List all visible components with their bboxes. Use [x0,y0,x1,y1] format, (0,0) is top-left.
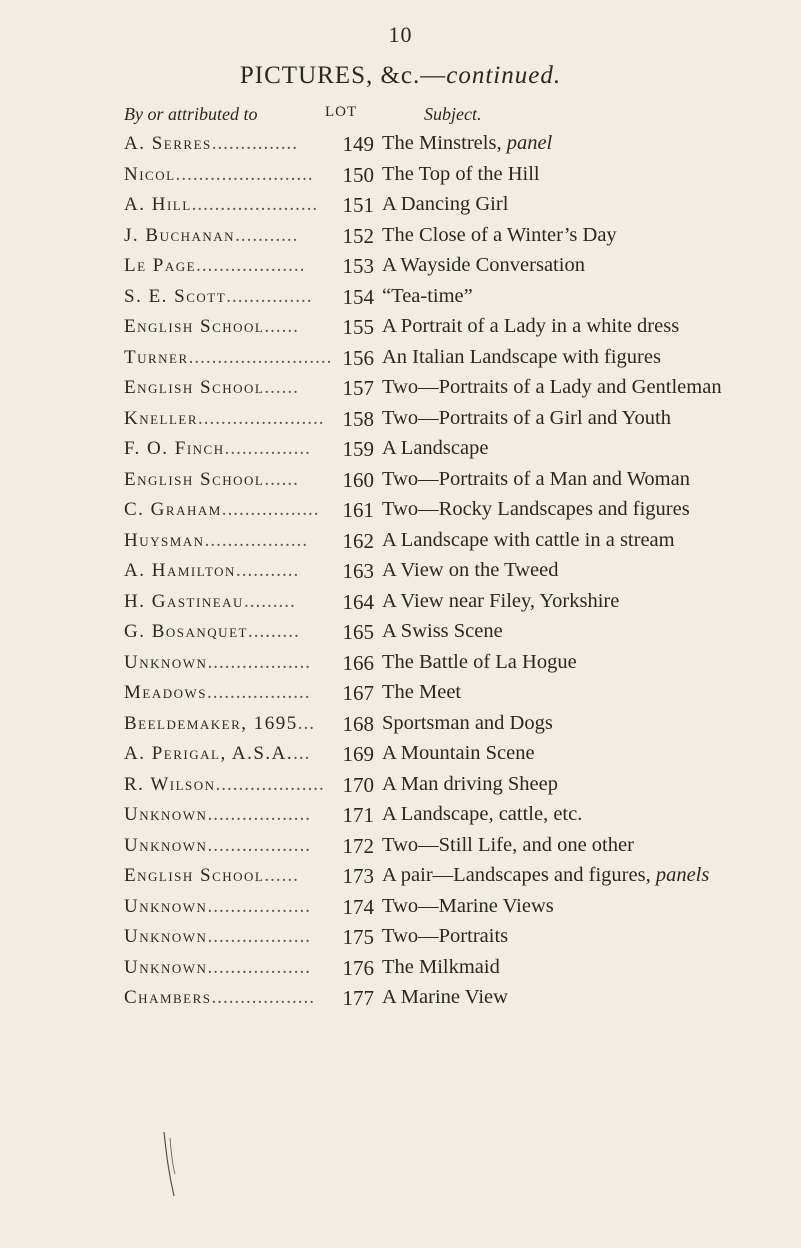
artist-name [124,438,369,460]
subject-label: Sportsman and Dogs [382,711,553,734]
subject-text [382,620,797,643]
artist-label: English School [124,865,265,886]
lot-number: 171 [338,803,374,828]
artist-name [124,926,369,948]
artist-label: A. Hamilton [124,560,236,581]
artist-label: Huysman [124,529,205,551]
subject-text [382,590,797,613]
subject-label: An Italian Landscape with figures [382,345,661,368]
artist-name [124,286,369,308]
leader-dots: ........... [235,224,299,246]
leader-dots: ............... [224,438,311,459]
artist-label: F. O. Finch [124,438,225,459]
leader-dots: .................. [207,804,311,825]
subject-text [382,468,797,491]
subject-text [382,163,797,186]
page-number: 10 [388,22,413,47]
catalogue-row [0,619,801,650]
leader-dots: ...... [264,865,299,886]
subject-label: A Landscape [382,437,489,459]
subject-text [382,834,797,857]
lot-number: 157 [338,376,374,401]
artist-label: Meadows [124,682,207,703]
leader-dots: .................. [207,895,311,917]
artist-name [124,255,369,277]
subject-text [382,498,797,521]
subject-label: Two—Portraits of a Lady and Gentleman [382,376,722,398]
subject-text [382,712,797,735]
heading-title: PICTURES, &c.— [239,62,447,89]
leader-dots: ......................... [188,346,333,368]
artist-label: Chambers [124,987,212,1008]
leader-dots: ...................... [191,194,319,215]
catalogue-row [0,833,801,864]
artist-label: A. Serres [124,133,212,154]
artist-name [124,408,369,430]
artist-label: C. Graham [124,499,222,520]
subject-label: Two—Rocky Landscapes and figures [382,498,690,520]
subject-text [382,742,797,765]
subject-label: A Dancing Girl [382,193,509,215]
subject-text [382,224,797,247]
lot-number: 163 [338,559,374,584]
subject-text [382,132,797,155]
subject-label: The Top of the Hill [382,162,540,185]
artist-name [124,225,369,247]
subject-label: A Portrait of a Lady in a white dress [382,315,680,337]
subject-text [382,254,797,277]
lot-number: 149 [338,132,374,157]
artist-label: Turner [124,346,189,368]
subject-text [382,376,797,399]
artist-label: English School [124,377,265,398]
lot-number: 168 [338,712,374,737]
lot-number: 152 [338,224,374,249]
leader-dots: ... [293,743,311,764]
subject-label: Two—Portraits of a Girl and Youth [382,406,671,429]
artist-name [124,987,369,1009]
subject-text [382,559,797,582]
lot-number: 150 [338,163,374,188]
lot-number: 159 [338,437,374,462]
artist-label: Beeldemaker, 1695 [124,712,298,734]
artist-name [124,591,369,613]
artist-name [124,865,369,887]
artist-label: A. Perigal, A.S.A. [124,743,294,764]
leader-dots: ................... [215,773,325,795]
lot-number: 167 [338,681,374,706]
artist-label: Le Page [124,255,197,276]
subject-text [382,285,797,308]
subject-label: A Marine View [382,986,508,1008]
leader-dots: .................. [207,926,311,947]
subject-text [382,407,797,430]
artist-name [124,194,369,216]
subject-text [382,529,797,552]
subject-text [382,346,797,369]
catalogue-row [0,223,801,254]
lot-number: 153 [338,254,374,279]
leader-dots: .................. [207,834,311,856]
subject-text [382,681,797,704]
subject-text [382,437,797,460]
lot-number: 165 [338,620,374,645]
artist-name [124,682,369,704]
catalogue-row [0,375,801,406]
lot-number: 166 [338,651,374,676]
leader-dots: ................. [221,499,320,520]
catalogue-row [0,284,801,315]
catalogue-list [0,131,801,1016]
lot-number: 175 [338,925,374,950]
catalogue-row [0,467,801,498]
artist-name [124,347,369,369]
leader-dots: ......... [247,621,300,642]
artist-name [124,896,369,918]
lot-number: 162 [338,529,374,554]
catalogue-row [0,802,801,833]
catalogue-row [0,253,801,284]
leader-dots: ...... [264,468,299,490]
artist-label: Unknown [124,804,208,825]
leader-dots: ...... [264,377,299,398]
subject-label: “Tea-time” [382,284,473,307]
artist-label: Unknown [124,926,208,947]
subject-text [382,315,797,338]
artist-name [124,530,369,552]
catalogue-row [0,680,801,711]
subject-text [382,193,797,216]
column-header-subject: Subject. [424,104,482,124]
leader-dots: .................. [207,651,311,673]
subject-label: A Swiss Scene [382,620,503,642]
lot-number: 176 [338,956,374,981]
artist-name [124,377,369,399]
subject-label: A Mountain Scene [382,742,535,764]
leader-dots: ........... [235,560,300,581]
subject-label: A Man driving Sheep [382,772,558,795]
leader-dots: ............... [226,285,313,307]
artist-name [124,499,369,521]
catalogue-row [0,131,801,162]
leader-dots: ................... [196,255,306,276]
catalogue-row [0,894,801,925]
catalogue-row [0,711,801,742]
lot-number: 169 [338,742,374,767]
lot-number: 173 [338,864,374,889]
leader-dots: .................. [207,682,311,703]
subject-label: A Wayside Conversation [382,254,585,276]
lot-number: 177 [338,986,374,1011]
column-header-artist: By or attributed to [124,104,258,124]
lot-number: 155 [338,315,374,340]
catalogue-row [0,528,801,559]
subject-text [382,864,797,887]
artist-name [124,316,369,338]
leader-dots: .................. [211,987,316,1008]
subject-note: panels [655,864,710,886]
artist-label: Nicol [124,163,176,185]
artist-label: S. E. Scott [124,285,227,307]
subject-label: Two—Portraits of a Man and Woman [382,467,690,490]
subject-text [382,986,797,1009]
artist-label: H. Gastineau [124,590,244,612]
catalogue-row [0,924,801,955]
artist-label: A. Hill [124,194,192,215]
artist-name [124,804,369,826]
artist-label: R. Wilson [124,773,216,795]
subject-label: The Meet [382,681,462,703]
lot-number: 170 [338,773,374,798]
catalogue-row [0,985,801,1016]
catalogue-row [0,192,801,223]
lot-number: 164 [338,590,374,615]
subject-label: A View near Filey, Yorkshire [382,589,620,612]
artist-label: Unknown [124,956,208,978]
subject-label: Two—Portraits [382,925,509,947]
subject-label: Two—Marine Views [382,894,554,917]
subject-text [382,651,797,674]
artist-name [124,652,369,674]
subject-text [382,895,797,918]
leader-dots: ......... [243,590,296,612]
catalogue-row [0,497,801,528]
subject-label: The Minstrels, [382,132,507,154]
artist-name [124,743,369,765]
subject-label: Two—Still Life, and one other [382,833,634,856]
artist-name [124,469,369,491]
catalogue-row [0,772,801,803]
catalogue-row [0,406,801,437]
artist-label: Kneller [124,407,199,429]
artist-name [124,835,369,857]
catalogue-row [0,558,801,589]
lot-number: 161 [338,498,374,523]
catalogue-row [0,741,801,772]
catalogue-row [0,162,801,193]
lot-number: 156 [338,346,374,371]
artist-label: English School [124,316,265,337]
lot-number: 151 [338,193,374,218]
subject-label: The Milkmaid [382,955,500,978]
catalogue-row [0,436,801,467]
artist-label: English School [124,468,265,490]
pencil-mark-icon [160,1130,180,1200]
subject-label: A Landscape with cattle in a stream [382,528,675,551]
artist-label: J. Buchanan [124,224,236,246]
catalogue-row [0,314,801,345]
subject-text [382,773,797,796]
column-header-lot: LOT [325,104,358,120]
subject-label: A View on the Tweed [382,559,559,581]
lot-number: 160 [338,468,374,493]
artist-name [124,621,369,643]
subject-note: panel [506,132,553,154]
subject-label: The Close of a Winter’s Day [382,223,617,246]
artist-name [124,713,369,735]
subject-label: The Battle of La Hogue [382,650,577,673]
artist-label: Unknown [124,895,208,917]
subject-label: A pair—Landscapes and figures, [382,864,656,886]
lot-number: 172 [338,834,374,859]
leader-dots: ............... [211,133,298,154]
subject-text [382,956,797,979]
catalogue-row [0,589,801,620]
artist-name [124,560,369,582]
artist-name [124,774,369,796]
artist-label: Unknown [124,651,208,673]
leader-dots: ........................ [175,163,314,185]
leader-dots: .................. [207,956,311,978]
artist-label: Unknown [124,834,208,856]
lot-number: 174 [338,895,374,920]
page-heading [0,62,801,90]
lot-number: 158 [338,407,374,432]
heading-continued: continued. [446,62,562,89]
catalogue-row [0,650,801,681]
lot-number: 154 [338,285,374,310]
artist-name [124,164,369,186]
leader-dots: ... [297,712,316,734]
catalogue-row [0,955,801,986]
leader-dots: ...................... [198,407,325,429]
leader-dots: ...... [264,316,299,337]
subject-text [382,803,797,826]
artist-name [124,133,369,155]
catalogue-row [0,345,801,376]
catalogue-row [0,863,801,894]
artist-label: G. Bosanquet [124,621,248,642]
leader-dots: .................. [204,529,309,551]
subject-text [382,925,797,948]
artist-name [124,957,369,979]
subject-label: A Landscape, cattle, etc. [382,803,583,825]
